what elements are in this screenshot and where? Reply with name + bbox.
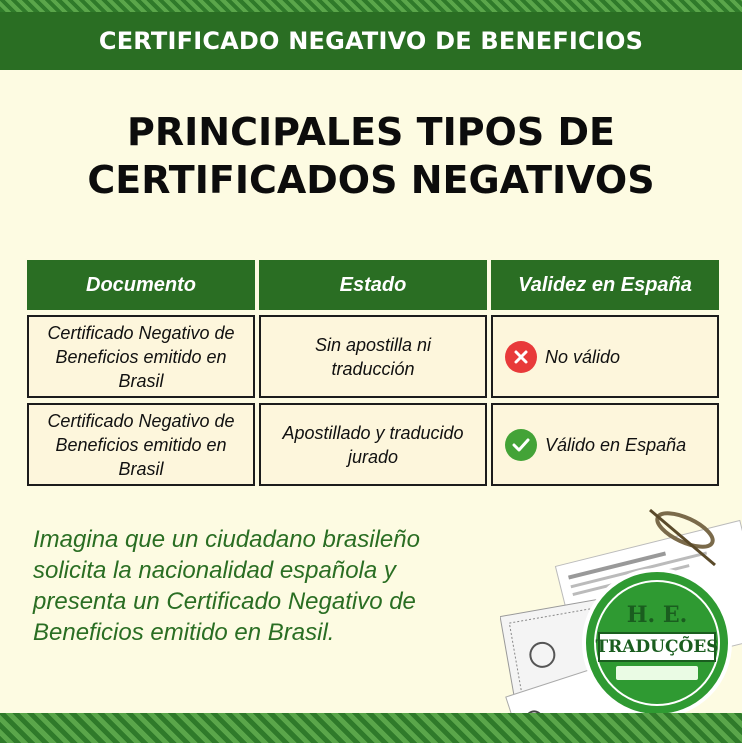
validez-label: No válido <box>545 346 621 367</box>
logo-tagline-strip <box>616 666 698 680</box>
table-cell-validez <box>491 403 719 486</box>
table-cell-validez <box>491 315 719 398</box>
page-title-line-1: PRINCIPALES TIPOS DE <box>127 110 615 154</box>
header-bar <box>0 12 742 70</box>
x-circle-icon <box>505 341 537 373</box>
comparison-table <box>27 260 720 486</box>
table-header-documento: Documento <box>27 260 255 310</box>
logo-initials: H. E. <box>626 602 688 628</box>
page-title-line-2: CERTIFICADOS NEGATIVOS <box>87 158 655 202</box>
body-paragraph: Imagina que un ciudadano brasileño solicita la nacionalidad española y presenta un Certificado Negativo de Beneficios emitido en Brasil. <box>33 526 420 646</box>
table-header-estado: Estado <box>259 260 487 310</box>
table-cell-estado: Apostillado y traducido jurado <box>259 403 487 486</box>
company-logo <box>582 568 732 718</box>
page-title <box>40 108 702 204</box>
top-decorative-border <box>0 0 742 12</box>
check-circle-icon <box>505 429 537 461</box>
table-cell-documento: Certificado Negativo de Beneficios emitido en Brasil <box>27 403 255 486</box>
header-title: CERTIFICADO NEGATIVO DE BENEFICIOS <box>98 27 644 55</box>
logo-name: TRADUÇÕES <box>598 632 716 662</box>
table-header-validez: Validez en España <box>491 260 719 310</box>
table-cell-documento: Certificado Negativo de Beneficios emitido en Brasil <box>27 315 255 398</box>
table-cell-estado: Sin apostilla ni traducción <box>259 315 487 398</box>
validez-label: Válido en España <box>545 434 687 455</box>
bottom-decorative-border <box>0 713 742 743</box>
